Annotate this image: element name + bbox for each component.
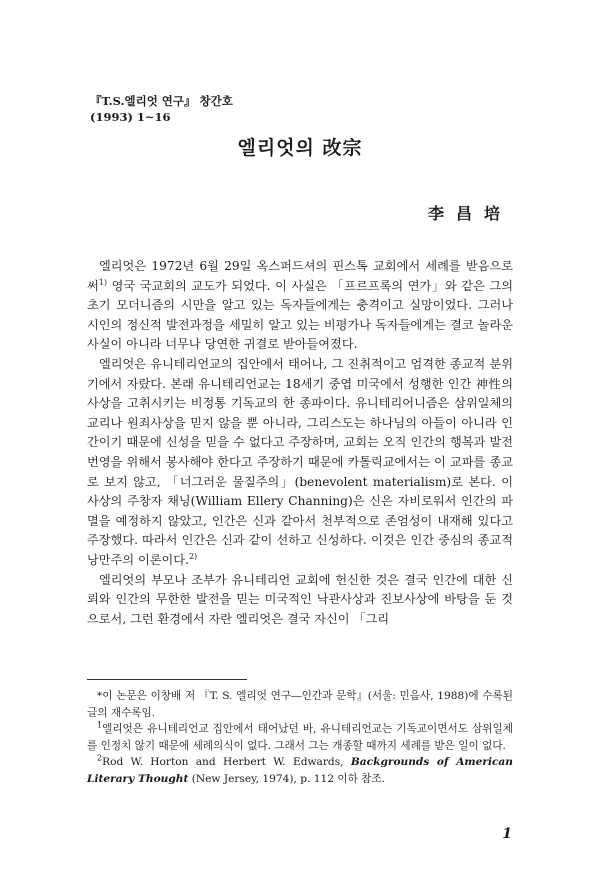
footnote-1-mark: 1 (97, 720, 103, 730)
paragraph-3 (87, 571, 513, 630)
paragraph-3-text: 엘리엇의 부모나 조부가 유니테리언 교회에 헌신한 것은 결국 인간에 대한 신뢰와 인간의 무한한 발전을 믿는 미국적인 낙관사상과 진보사상에 바탕을 둔 것으로서, 그런 환경에서 자란 엘리엇은 결국 자신이 「그리 (87, 572, 513, 626)
paragraph-2-text-a: 엘리엇은 유니테리언교의 집안에서 태어나, 그 진취적이고 엄격한 종교적 분위기에서 자랐다. 본래 유니테리언교는 18세기 중엽 미국에서 성행한 인간 神性의 사상을 고취시키는 비정통 기독교의 한 종파이다. 유니테리어니즘은 삼위일체의 교리나 원죄사상을 믿지 않을 뿐 아니라, 그리스도는 하나님의 아들이 아니라 인간이기 때문에 신성을 믿을 수 없다고 주장하며, 교회는 오직 인간의 행복과 발전 번영을 위해서 봉사해야 한다고 주장하기 때문에 카톨릭교에서는 이 교파를 종교로 보지 않고, 「너그러운 물질주의」(benevolent materialism)로 본다. 이 사상의 주창자 채닝(William Ellery Channing)은 신은 자비로워서 인간의 파멸을 예정하지 않았고, 인간은 신과 같아서 천부적으로 존엄성이 내재해 있다고 주장했다. 따라서 인간은 신과 같이 선하고 신성하다. 이것은 인간 중심의 종교적 낭만주의 이론이다. (87, 356, 513, 567)
footnote-star: *이 논문은 이창배 저 『T. S. 엘리엇 연구―인간과 문학』(서울: 민음사, 1988)에 수록된 글의 재수록임. (87, 690, 513, 719)
footnote-2-book-title: Backgrounds of American Literary Thought (87, 756, 513, 785)
footnote-2-text-b: (New Jersey, 1974), p. 112 이하 참조. (188, 772, 386, 785)
source-citation (90, 93, 233, 125)
author-name: 李昌培 (427, 204, 512, 223)
paragraph-1-text-b: 영국 국교회의 교도가 되었다. 이 사실은 「프르프록의 연가」와 같은 그의 초기 모더니즘의 시만을 알고 있는 독자들에게는 충격이고 실망이었다. 그러나 시인의 정신적 발전과정을 세밀히 알고 있는 비평가나 독자들에게는 결코 놀라운 사실이 아니라 너무나 당연한 귀결로 받아들여졌다. (87, 278, 513, 352)
issue-pages: (1993) 1∼16 (90, 110, 171, 124)
footnote-2-text-a: Rod W. Horton and Herbert W. Edwards, (102, 756, 351, 768)
footnote-2 (87, 754, 513, 787)
article-title: 엘리엇의 改宗 (237, 137, 363, 159)
footnote-ref-1[interactable]: 1) (98, 277, 107, 287)
footnote-ref-2[interactable]: 2) (188, 551, 198, 561)
footnote-2-mark: 2 (97, 753, 103, 763)
footnote-1 (87, 721, 513, 754)
footnote-1-text: 엘리엇은 유니테리언교 집안에서 태어났던 바, 유니테리언교는 기독교이면서도 삼위일체를 인정치 않기 때문에 세례의식이 없다. 그래서 그는 개종할 때까지 세례를 받은 일이 없다. (87, 723, 514, 752)
article-body (87, 257, 513, 629)
page-number: 1 (502, 826, 512, 842)
paragraph-1 (87, 257, 513, 355)
paragraph-2 (87, 355, 513, 571)
paragraph-1-text-a: 엘리엇은 1972년 6월 29일 옥스퍼드셔의 핀스톡 교회에서 세례를 받음으로써 (87, 259, 513, 293)
journal-name: 『T.S.엘리엇 연구』 창간호 (90, 94, 233, 108)
footnote-divider (87, 679, 247, 680)
footnotes (87, 688, 513, 787)
